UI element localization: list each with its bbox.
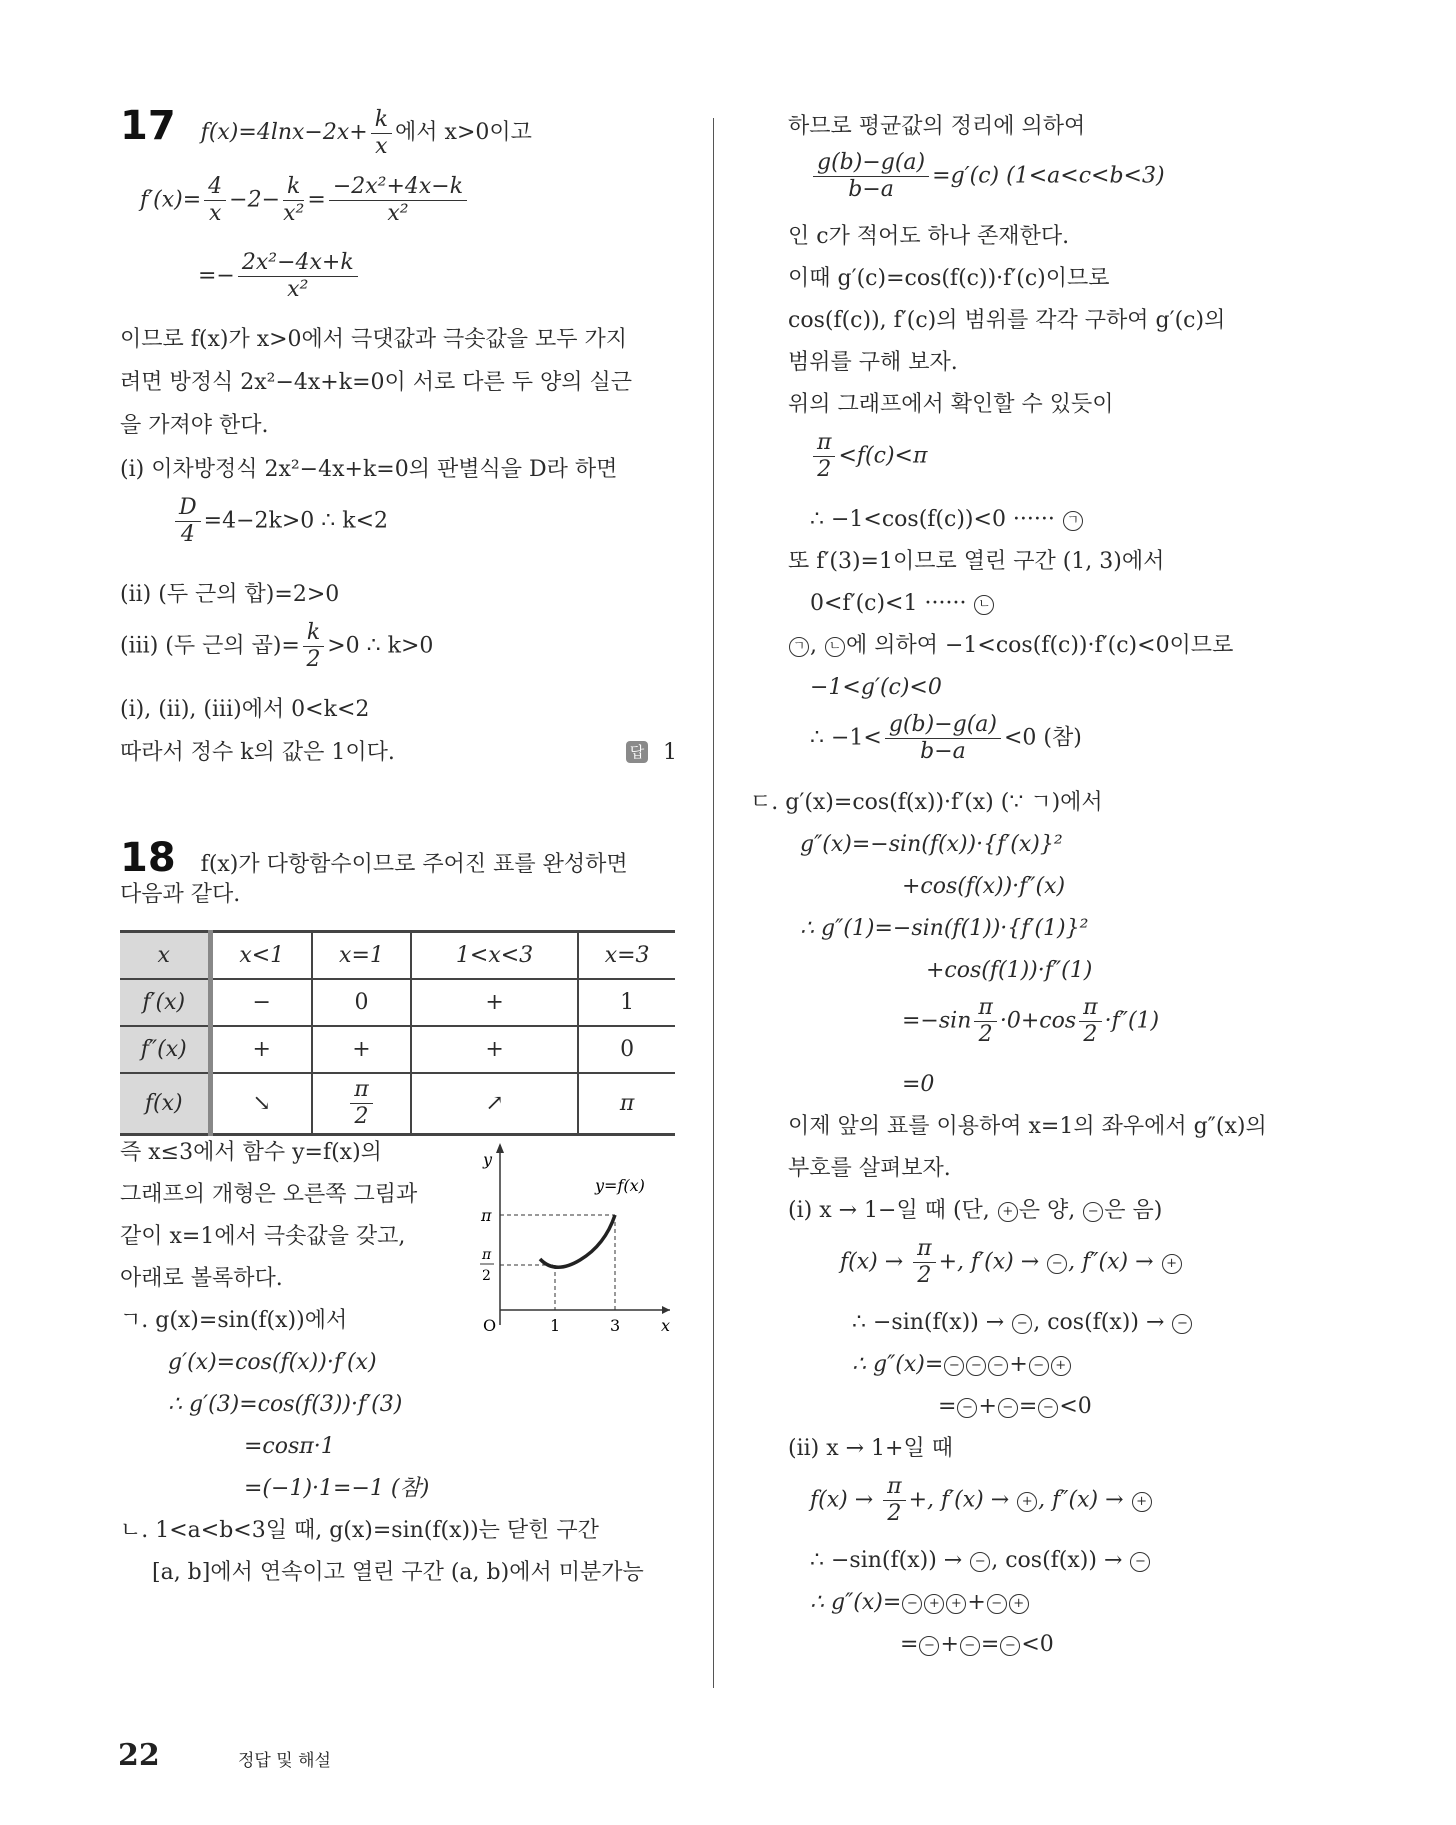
page-number: 22 (118, 1738, 160, 1773)
item-a-line: =cosπ·1 (244, 1434, 335, 1459)
case-ii-line: ∴ −sin(f(x)) → − , cos(f(x)) → − (810, 1546, 1151, 1576)
paragraph: 아래로 볼록하다. (120, 1266, 283, 1291)
case-ii-line: = − + − = − <0 (900, 1632, 1054, 1657)
y-axis-arrow (496, 1143, 504, 1153)
footer-label: 정답 및 해설 (238, 1751, 331, 1771)
answer-badge: 답 (626, 741, 648, 763)
mvt-equation: $\frac{g(b)-g(a)}{b-a}$ =g′(c) (1<a<c<b<3) (810, 150, 1165, 203)
item-c-line: =0 (902, 1072, 935, 1097)
item-a-line: g′(x)=cos(f(x))·f′(x) (168, 1350, 377, 1375)
pi-half-den: 2 (482, 1268, 491, 1284)
item-c-line: ∴ g″(1)=−sin(f(1))·{f′(1)}² (800, 916, 1089, 941)
paragraph: 위의 그래프에서 확인할 수 있듯이 (788, 392, 1114, 417)
item-c: ㄷ. g′(x)=cos(f(x))·f′(x) (∵ ㄱ)에서 (750, 790, 1103, 815)
item-c-line: g″(x)=−sin(f(x))·{f′(x)}² (800, 832, 1063, 857)
function-graph (465, 1135, 675, 1335)
paragraph: 그래프의 개형은 오른쪽 그림과 (120, 1182, 418, 1207)
condition-1: (i) 이차방정식 2x²−4x+k=0의 판별식을 D라 하면 (120, 457, 618, 482)
gprime-range: −1<g′(c)<0 (810, 675, 942, 700)
item-c-line: +cos(f(1))·f″(1) (926, 958, 1093, 983)
case-i-line: f(x) → $\frac{\pi}{2}$ +, f′(x) → − , f″(x) → + (840, 1236, 1183, 1289)
problem-number: 17 (120, 103, 176, 149)
item-a: ㄱ. g(x)=sin(f(x))에서 (120, 1308, 348, 1333)
column-divider (713, 118, 714, 1688)
case-i-line: ∴ g″(x)= − − − + − + (852, 1350, 1072, 1380)
case-i-line: ∴ −sin(f(x)) → − , cos(f(x)) → − (852, 1308, 1193, 1338)
cos-range: ∴ −1<cos(f(c))<0 ······ ㄱ (810, 505, 1084, 535)
item-a-line: =(−1)·1=−1 (참) (244, 1476, 430, 1501)
x3-tick: 3 (610, 1316, 621, 1335)
y-label: y (483, 1150, 493, 1169)
case-ii-line: ∴ g″(x)= − + + + − + (810, 1588, 1030, 1618)
paragraph: 같이 x=1에서 극솟값을 갖고, (120, 1224, 406, 1249)
case-i: (i) x → 1−일 때 (단, + 은 양, − 은 음) (788, 1198, 1163, 1223)
origin-label: O (483, 1316, 497, 1335)
curve-f (540, 1215, 615, 1267)
case-i-line: = − + − = − <0 (938, 1394, 1092, 1419)
x-label: x (661, 1316, 671, 1335)
pi-half-num: π (482, 1247, 492, 1263)
item-a-line: ∴ g′(3)=cos(f(3))·f′(3) (168, 1392, 403, 1417)
sign-table: x x<1 x=1 1<x<3 x=3 f′(x) − 0 + 1 f″(x) + + + 0 f(x) ↘ $\frac{\pi}{2}$ ↗ π (120, 930, 675, 1136)
paragraph: 범위를 구해 보자. (788, 350, 958, 375)
paragraph: 이때 g′(c)=cos(f(c))·f′(c)이므로 (788, 266, 1110, 291)
condition-2: (ii) (두 근의 합)=2>0 (120, 582, 340, 607)
paragraph: 이므로 f(x)가 x>0에서 극댓값과 극솟값을 모두 가지 (120, 327, 628, 352)
x-axis-arrow (662, 1306, 670, 1314)
paragraph: 또 f′(3)=1이므로 열린 구간 (1, 3)에서 (788, 549, 1165, 574)
problem-17-header: 17 f(x)=4lnx−2x+ $\frac{k}{x}$ 에서 x>0이고 (120, 103, 532, 159)
conclusion: (i), (ii), (iii)에서 0<k<2 (120, 697, 370, 722)
problem-number: 18 (120, 835, 176, 881)
fprime-range: 0<f′(c)<1 ······ ㄴ (810, 589, 995, 619)
curve-label: y=f(x) (595, 1176, 645, 1195)
fc-range: $\frac{\pi}{2}$ <f(c)<π (810, 430, 927, 483)
item-b: ㄴ. 1<a<b<3일 때, g(x)=sin(f(x))는 닫힌 구간 (120, 1518, 599, 1543)
paragraph: 하므로 평균값의 정리에 의하여 (788, 114, 1086, 139)
case-ii: (ii) x → 1+일 때 (788, 1436, 953, 1461)
problem-18-header: 18 f(x)가 다항함수이므로 주어진 표를 완성하면 (120, 835, 628, 881)
x1-tick: 1 (550, 1316, 561, 1335)
paragraph: 즉 x≤3에서 함수 y=f(x)의 (120, 1140, 382, 1165)
paragraph: 이제 앞의 표를 이용하여 x=1의 좌우에서 g″(x)의 (788, 1114, 1267, 1139)
paragraph: 을 가져야 한다. (120, 413, 269, 438)
paragraph: 인 c가 적어도 하나 존재한다. (788, 224, 1070, 249)
item-c-line: =−sin $\frac{\pi}{2}$ ·0+cos $\frac{\pi}{2}$ ·f″(1) (902, 995, 1160, 1047)
discriminant-line: $\frac{D}{4}$ =4−2k>0 ∴ k<2 (172, 495, 388, 548)
combined-range: ㄱ , ㄴ 에 의하여 −1<cos(f(c))·f′(c)<0이므로 (788, 631, 1233, 661)
derivative-line-2: =− $\frac{\text{2x²−4x+k}}{\text{x²}}$ (198, 250, 361, 303)
paragraph: cos(f(c)), f′(c)의 범위를 각각 구하여 g′(c)의 (788, 308, 1226, 333)
answer: 답 1 (626, 738, 677, 768)
case-ii-line: f(x) → $\frac{\pi}{2}$ +, f′(x) → + , f″(x) → + (810, 1474, 1153, 1527)
derivative-line-1: f′(x)= $\frac{4}{x}$ −2− $\frac{k}{\text{x²}}$ = $\frac{\text{−2x²+4x−k}}{\text{x²}}$ (140, 174, 470, 227)
item-b-line: [a, b]에서 연속이고 열린 구간 (a, b)에서 미분가능 (152, 1560, 644, 1585)
item-b-conclusion: ∴ −1< $\frac{g(b)-g(a)}{b-a}$ <0 (참) (810, 712, 1082, 764)
paragraph: 려면 방정식 2x²−4x+k=0이 서로 다른 두 양의 실근 (120, 370, 632, 395)
item-c-line: +cos(f(x))·f″(x) (902, 874, 1066, 899)
conclusion: 따라서 정수 k의 값은 1이다. (120, 740, 395, 765)
paragraph: 다음과 같다. (120, 882, 241, 907)
pi-tick: π (481, 1206, 492, 1225)
condition-3: (iii) (두 근의 곱)= $\frac{k}{2}$ >0 ∴ k>0 (120, 620, 434, 672)
paragraph: 부호를 살펴보자. (788, 1156, 951, 1181)
